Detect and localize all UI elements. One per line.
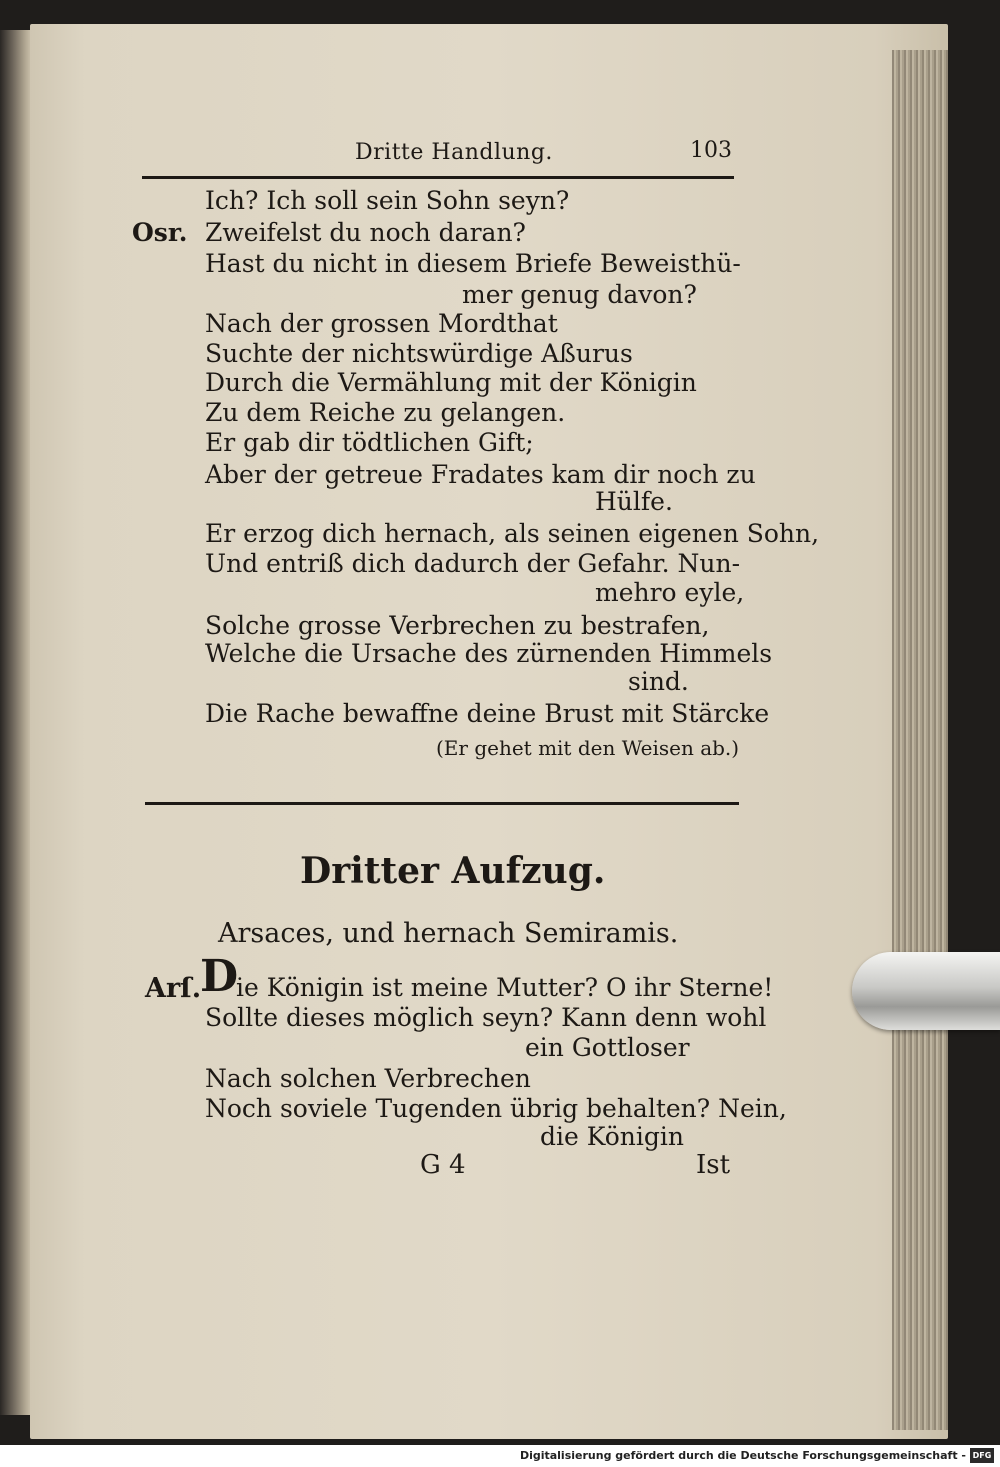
- text-line: Suchte der nichtswürdige Aßurus: [205, 339, 633, 368]
- running-title: Dritte Handlung.: [355, 140, 553, 165]
- text-line: Zu dem Reiche zu gelangen.: [205, 398, 566, 427]
- text-line: Durch die Vermählung mit der Königin: [205, 368, 697, 397]
- scene-persons: Arsaces, und hernach Semiramis.: [218, 918, 679, 949]
- book-gutter: [0, 30, 32, 1415]
- text-line: Zweifelst du noch daran?: [205, 218, 526, 247]
- page-number: 103: [690, 138, 732, 163]
- text-line: Nach der grossen Mordthat: [205, 309, 558, 338]
- text-line: mehro eyle,: [595, 578, 745, 607]
- dfg-logo: DFG: [970, 1448, 994, 1463]
- text-line: ie Königin ist meine Mutter? O ihr Sterne!: [236, 973, 774, 1002]
- stage-direction: (Er gehet mit den Weisen ab.): [436, 736, 740, 760]
- act-title: Dritter Aufzug.: [300, 850, 606, 892]
- drop-initial: D: [200, 951, 239, 1002]
- text-line: sind.: [628, 667, 689, 696]
- text-line: Ich? Ich soll sein Sohn seyn?: [205, 186, 570, 215]
- text-line: Hast du nicht in diesem Briefe Beweisthü-: [205, 249, 741, 278]
- text-line: Noch soviele Tugenden übrig behalten? Nein,: [205, 1094, 787, 1123]
- text-line: Er erzog dich hernach, als seinen eigenen Sohn,: [205, 519, 820, 548]
- signature-mark: G 4: [420, 1150, 466, 1180]
- text-line: mer genug davon?: [462, 280, 697, 309]
- text-line: die Königin: [540, 1122, 684, 1151]
- text-line: Nach solchen Verbrechen: [205, 1064, 531, 1093]
- section-rule: [145, 802, 739, 805]
- text-line: Welche die Ursache des zürnenden Himmels: [205, 639, 773, 668]
- text-line: Aber der getreue Fradates kam dir noch zu: [205, 460, 756, 489]
- text-line: Die Rache bewaffne deine Brust mit Stärcke: [205, 699, 770, 728]
- text-line: Hülfe.: [595, 487, 673, 516]
- text-line: ein Gottloser: [525, 1033, 690, 1062]
- speaker-label: Osr.: [132, 218, 188, 247]
- page-clip: [852, 952, 1000, 1030]
- speaker-label: Arſ.: [145, 973, 202, 1004]
- text-line: Solche grosse Verbrechen zu bestrafen,: [205, 611, 710, 640]
- page-edges: [892, 50, 948, 1430]
- header-rule: [142, 176, 734, 179]
- text-line: Sollte dieses möglich seyn? Kann denn wohl: [205, 1003, 767, 1032]
- credit-text: Digitalisierung gefördert durch die Deutsche Forschungsgemeinschaft -: [519, 1449, 966, 1462]
- text-line: Und entriß dich dadurch der Gefahr. Nun-: [205, 549, 741, 578]
- catchword: Ist: [696, 1150, 731, 1180]
- text-line: Er gab dir tödtlichen Gift;: [205, 428, 534, 457]
